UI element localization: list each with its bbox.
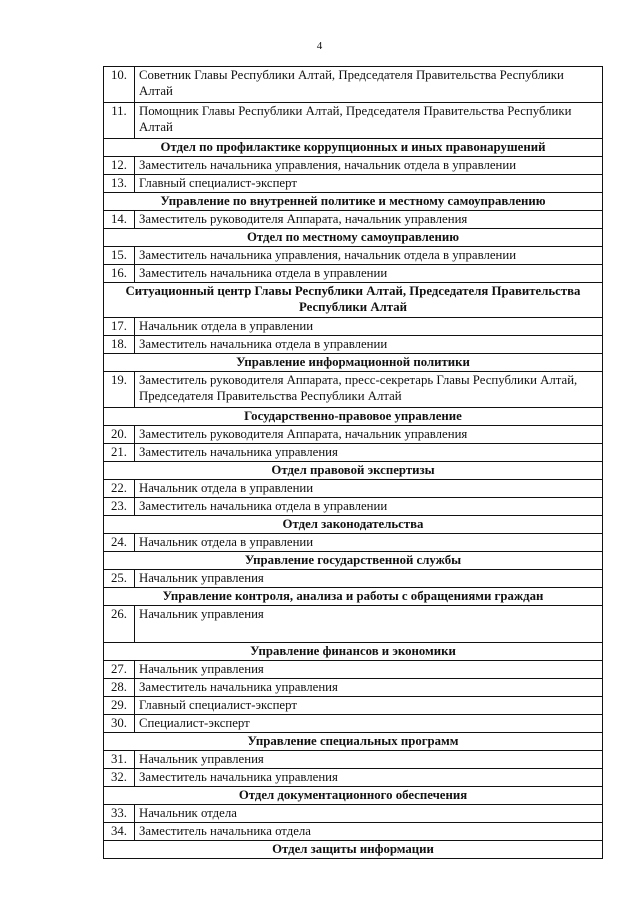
position-row [104,715,603,733]
section-header: Ситуационный центр Главы Республики Алтай, Председателя Правительства Республики Алтай [104,283,603,318]
section-header-row [104,643,603,661]
position-number: 27. [104,661,135,679]
position-number: 15. [104,247,135,265]
position-number: 21. [104,444,135,462]
position-row [104,805,603,823]
position-number: 24. [104,534,135,552]
section-header-row [104,588,603,606]
position-row [104,265,603,283]
position-number: 34. [104,823,135,841]
position-title: Начальник отдела [135,805,603,823]
position-row [104,823,603,841]
position-title: Заместитель начальника отдела в управлении [135,265,603,283]
position-number: 28. [104,679,135,697]
position-number: 32. [104,769,135,787]
position-row [104,444,603,462]
position-title: Начальник управления [135,751,603,769]
position-row [104,751,603,769]
position-title: Начальник отдела в управлении [135,480,603,498]
section-header-row [104,408,603,426]
position-title: Советник Главы Республики Алтай, Председателя Правительства Республики Алтай [135,67,603,103]
position-row [104,157,603,175]
position-number: 14. [104,211,135,229]
position-number: 16. [104,265,135,283]
position-row [104,534,603,552]
position-row [104,606,603,643]
position-title: Начальник управления [135,606,603,643]
position-title: Помощник Главы Республики Алтай, Председателя Правительства Республики Алтай [135,103,603,139]
position-row [104,480,603,498]
section-header: Отдел правовой экспертизы [104,462,603,480]
position-row [104,498,603,516]
section-header-row [104,283,603,318]
section-header-row [104,552,603,570]
position-number: 13. [104,175,135,193]
position-number: 11. [104,103,135,139]
positions-table-body [104,67,603,859]
position-number: 31. [104,751,135,769]
position-row [104,211,603,229]
positions-table [103,66,603,859]
position-number: 12. [104,157,135,175]
position-title: Заместитель начальника отдела в управлении [135,498,603,516]
section-header-row [104,354,603,372]
section-header: Управление по внутренней политике и местному самоуправлению [104,193,603,211]
position-row [104,426,603,444]
position-row [104,318,603,336]
position-number: 26. [104,606,135,643]
position-title: Начальник отдела в управлении [135,534,603,552]
section-header-row [104,139,603,157]
position-number: 33. [104,805,135,823]
position-number: 10. [104,67,135,103]
position-title: Заместитель руководителя Аппарата, начальник управления [135,426,603,444]
section-header: Управление контроля, анализа и работы с обращениями граждан [104,588,603,606]
section-header: Управление специальных программ [104,733,603,751]
position-number: 20. [104,426,135,444]
section-header-row [104,516,603,534]
position-number: 17. [104,318,135,336]
section-header: Отдел законодательства [104,516,603,534]
position-title: Заместитель начальника управления [135,769,603,787]
position-title: Заместитель начальника отдела в управлении [135,336,603,354]
position-row [104,661,603,679]
section-header: Государственно-правовое управление [104,408,603,426]
position-row [104,67,603,103]
position-title: Заместитель начальника отдела [135,823,603,841]
section-header: Отдел документационного обеспечения [104,787,603,805]
position-number: 18. [104,336,135,354]
section-header: Отдел защиты информации [104,841,603,859]
position-row [104,247,603,265]
position-number: 30. [104,715,135,733]
position-row [104,336,603,354]
position-title: Главный специалист-эксперт [135,697,603,715]
position-title: Начальник управления [135,661,603,679]
section-header-row [104,193,603,211]
section-header-row [104,787,603,805]
section-header: Управление государственной службы [104,552,603,570]
position-title: Начальник отдела в управлении [135,318,603,336]
position-row [104,175,603,193]
position-title: Начальник управления [135,570,603,588]
position-title: Главный специалист-эксперт [135,175,603,193]
section-header-row [104,733,603,751]
position-row [104,372,603,408]
position-row [104,769,603,787]
position-row [104,679,603,697]
section-header-row [104,841,603,859]
section-header: Управление финансов и экономики [104,643,603,661]
position-number: 23. [104,498,135,516]
position-number: 25. [104,570,135,588]
section-header: Отдел по профилактике коррупционных и иных правонарушений [104,139,603,157]
section-header-row [104,462,603,480]
position-number: 19. [104,372,135,408]
position-title: Заместитель начальника управления, начальник отдела в управлении [135,247,603,265]
section-header: Отдел по местному самоуправлению [104,229,603,247]
position-row [104,570,603,588]
position-title: Заместитель руководителя Аппарата, пресс-секретарь Главы Республики Алтай, Председателя Правительства Республики Алтай [135,372,603,408]
position-row [104,697,603,715]
section-header-row [104,229,603,247]
position-number: 22. [104,480,135,498]
position-title: Заместитель начальника управления [135,679,603,697]
position-title: Заместитель руководителя Аппарата, начальник управления [135,211,603,229]
position-row [104,103,603,139]
position-title: Заместитель начальника управления [135,444,603,462]
page-number: 4 [316,40,323,52]
section-header: Управление информационной политики [104,354,603,372]
position-title: Специалист-эксперт [135,715,603,733]
position-title: Заместитель начальника управления, начальник отдела в управлении [135,157,603,175]
position-number: 29. [104,697,135,715]
